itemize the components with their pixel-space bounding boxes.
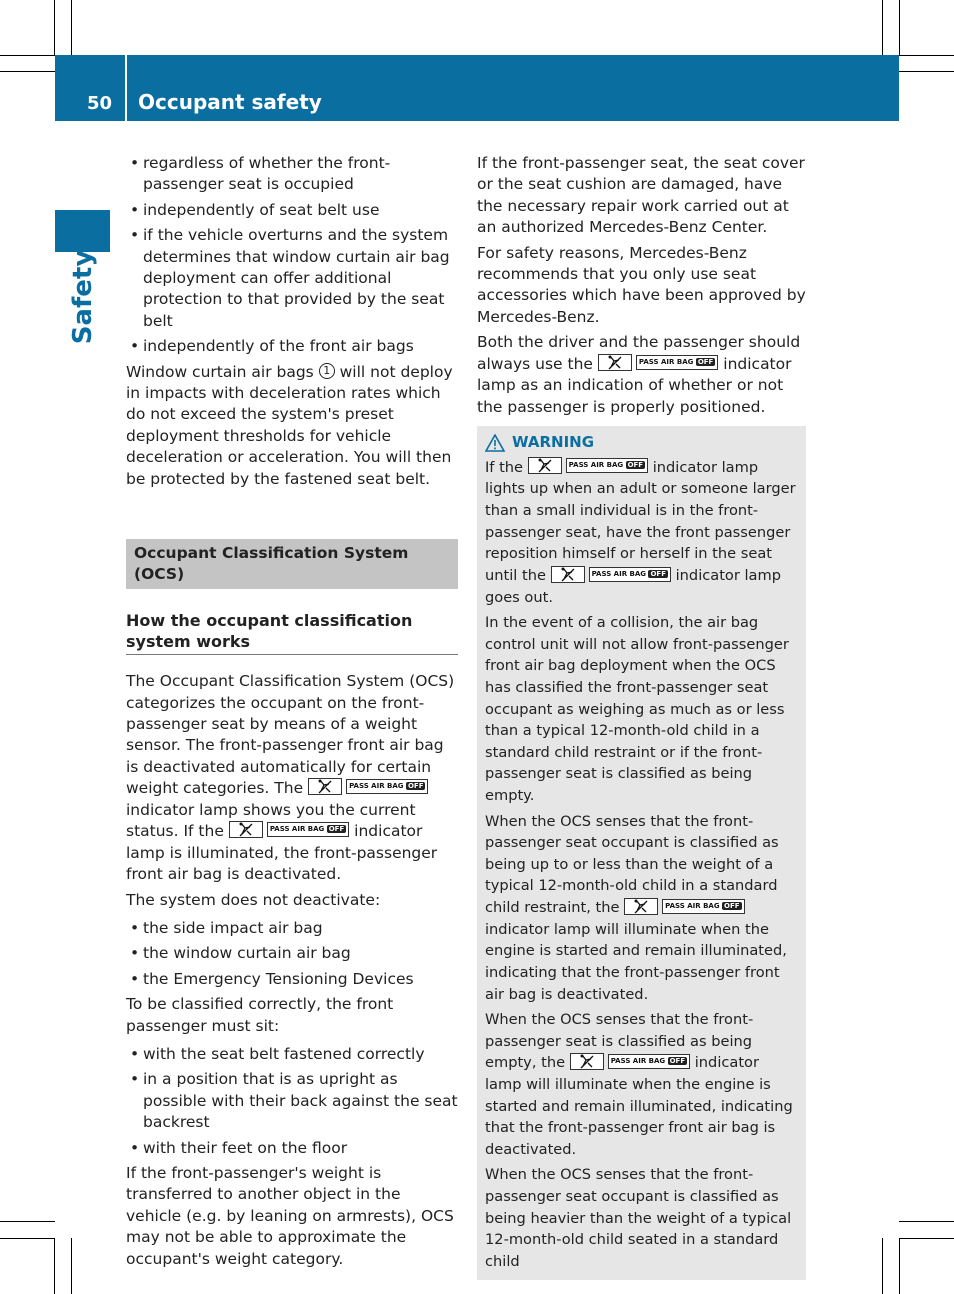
crop-mark <box>54 1238 55 1294</box>
bullet-list <box>126 918 458 990</box>
paragraph: Window curtain air bags 1 will not deploy in impacts with deceleration rates which do not exceed the system's preset deployment thresholds for vehicle deceleration or acceleration. You will then be protected by the fastened seat belt. <box>126 362 453 488</box>
crop-mark <box>0 55 55 56</box>
paragraph: To be classified correctly, the front passenger must sit: <box>126 995 394 1035</box>
crop-mark <box>882 0 883 55</box>
warning-box <box>477 426 806 1280</box>
subsection-heading: How the occupant classification system works <box>126 610 458 655</box>
crop-mark <box>899 71 954 72</box>
pass-airbag-off-indicator-icon: PASS AIR BAG OFF <box>551 563 671 585</box>
pass-airbag-off-indicator-icon: PASS AIR BAG OFF <box>624 895 744 917</box>
chapter-label: Safety <box>67 249 98 345</box>
crop-mark <box>899 0 900 55</box>
crop-mark <box>899 1238 954 1239</box>
paragraph: If the front-passenger seat, the seat cover or the seat cushion are damaged, have the necessary repair work carried out at an authorized Mercedes-Benz Center. <box>477 154 805 237</box>
crop-mark <box>0 71 55 72</box>
left-column <box>126 153 458 1274</box>
pass-airbag-off-indicator-icon: PASS AIR BAG OFF <box>229 819 349 840</box>
warning-triangle-icon <box>485 434 505 452</box>
list-item: • independently of the front air bags <box>126 336 458 357</box>
page-number: 50 <box>87 93 113 114</box>
warning-paragraph: When the OCS senses that the front-passenger seat is classified as being empty, the PASS AIR BAG OFF indicator lamp will illuminate when the engine is started and remain illuminated, indicating that the front-passenger front air bag is deactivated. <box>485 1011 793 1158</box>
list-item: • with the seat belt fastened correctly <box>126 1044 458 1065</box>
paragraph: The Occupant Classification System (OCS) categorizes the occupant on the front-passenger seat by means of a weight sensor. The front-passenger front air bag is deactivated automatically for certain weight categories. The PASS AIR BAG OFF indicator lamp shows you the current status. If the PASS AIR BAG OFF indicator lamp is illuminated, the front-passenger front air bag is deactivated. <box>126 672 455 884</box>
callout-number-icon: 1 <box>319 363 335 379</box>
crop-mark <box>882 1238 883 1294</box>
right-column <box>477 153 809 1280</box>
crop-mark <box>71 1238 72 1294</box>
bullet-list <box>126 1044 458 1159</box>
paragraph: For safety reasons, Mercedes-Benz recommends that you only use seat accessories which have been approved by Mercedes-Benz. <box>477 243 806 326</box>
paragraph: If the front-passenger's weight is transferred to another object in the vehicle (e.g. by leaning on armrests), OCS may not be able to approximate the occupant's weight category. <box>126 1164 454 1268</box>
crop-mark <box>899 1238 900 1294</box>
list-item: • in a position that is as upright as possible with their back against the seat backrest <box>126 1069 458 1133</box>
warning-heading: WARNING <box>485 432 799 454</box>
crop-mark <box>71 0 72 55</box>
warning-paragraph: In the event of a collision, the air bag control unit will not allow front-passenger front air bag deployment when the OCS has classified the front-passenger seat occupant as weighing as much as or less than a typical 12-month-old child in a standard child restraint or if the front-passenger seat is classified as being empty. <box>485 614 789 804</box>
list-item: • the Emergency Tensioning Devices <box>126 969 458 990</box>
crop-mark <box>899 55 954 56</box>
crop-mark <box>0 1221 55 1222</box>
paragraph: The system does not deactivate: <box>126 890 381 909</box>
chapter-tab <box>55 210 110 252</box>
list-item: • independently of seat belt use <box>126 200 458 221</box>
crop-mark <box>54 0 55 55</box>
pass-airbag-off-indicator-icon: PASS AIR BAG OFF <box>598 352 718 373</box>
header-divider <box>125 55 127 121</box>
warning-paragraph: If the PASS AIR BAG OFF indicator lamp lights up when an adult or someone larger than a small individual is in the front-passenger seat, have the front passenger reposition himself or herself in the seat until the PASS AIR BAG OFF indicator lamp goes out. <box>485 457 799 609</box>
crop-mark <box>899 1221 954 1222</box>
section-heading: Occupant Classification System (OCS) <box>126 539 458 589</box>
bullet-list <box>126 153 458 358</box>
pass-airbag-off-indicator-icon: PASS AIR BAG OFF <box>528 455 648 477</box>
crop-mark <box>0 1238 55 1239</box>
warning-paragraph: When the OCS senses that the front-passenger seat occupant is classified as being heavier than the weight of a typical 12-month-old child seated in a standard child <box>485 1166 792 1270</box>
list-item: • the window curtain air bag <box>126 943 458 964</box>
paragraph: Both the driver and the passenger should always use the PASS AIR BAG OFF indicator lamp as an indication of whether or not the passenger is properly positioned. <box>477 333 801 416</box>
page-title: Occupant safety <box>138 90 322 114</box>
list-item: • regardless of whether the front-passenger seat is occupied <box>126 153 458 196</box>
warning-paragraph: When the OCS senses that the front-passenger seat occupant is classified as being up to or less than the weight of a typical 12-month-old child in a standard child restraint, the PASS AIR BAG OFF indicator lamp will illuminate when the engine is started and remain illuminated, indicating that the front-passenger front air bag is deactivated. <box>485 812 787 1003</box>
pass-airbag-off-indicator-icon: PASS AIR BAG OFF <box>308 776 428 797</box>
list-item: • with their feet on the floor <box>126 1138 458 1159</box>
list-item: • the side impact air bag <box>126 918 458 939</box>
pass-airbag-off-indicator-icon: PASS AIR BAG OFF <box>570 1051 690 1073</box>
list-item: • if the vehicle overturns and the system determines that window curtain air bag deployment can offer additional protection to that provided by the seat belt <box>126 225 458 332</box>
